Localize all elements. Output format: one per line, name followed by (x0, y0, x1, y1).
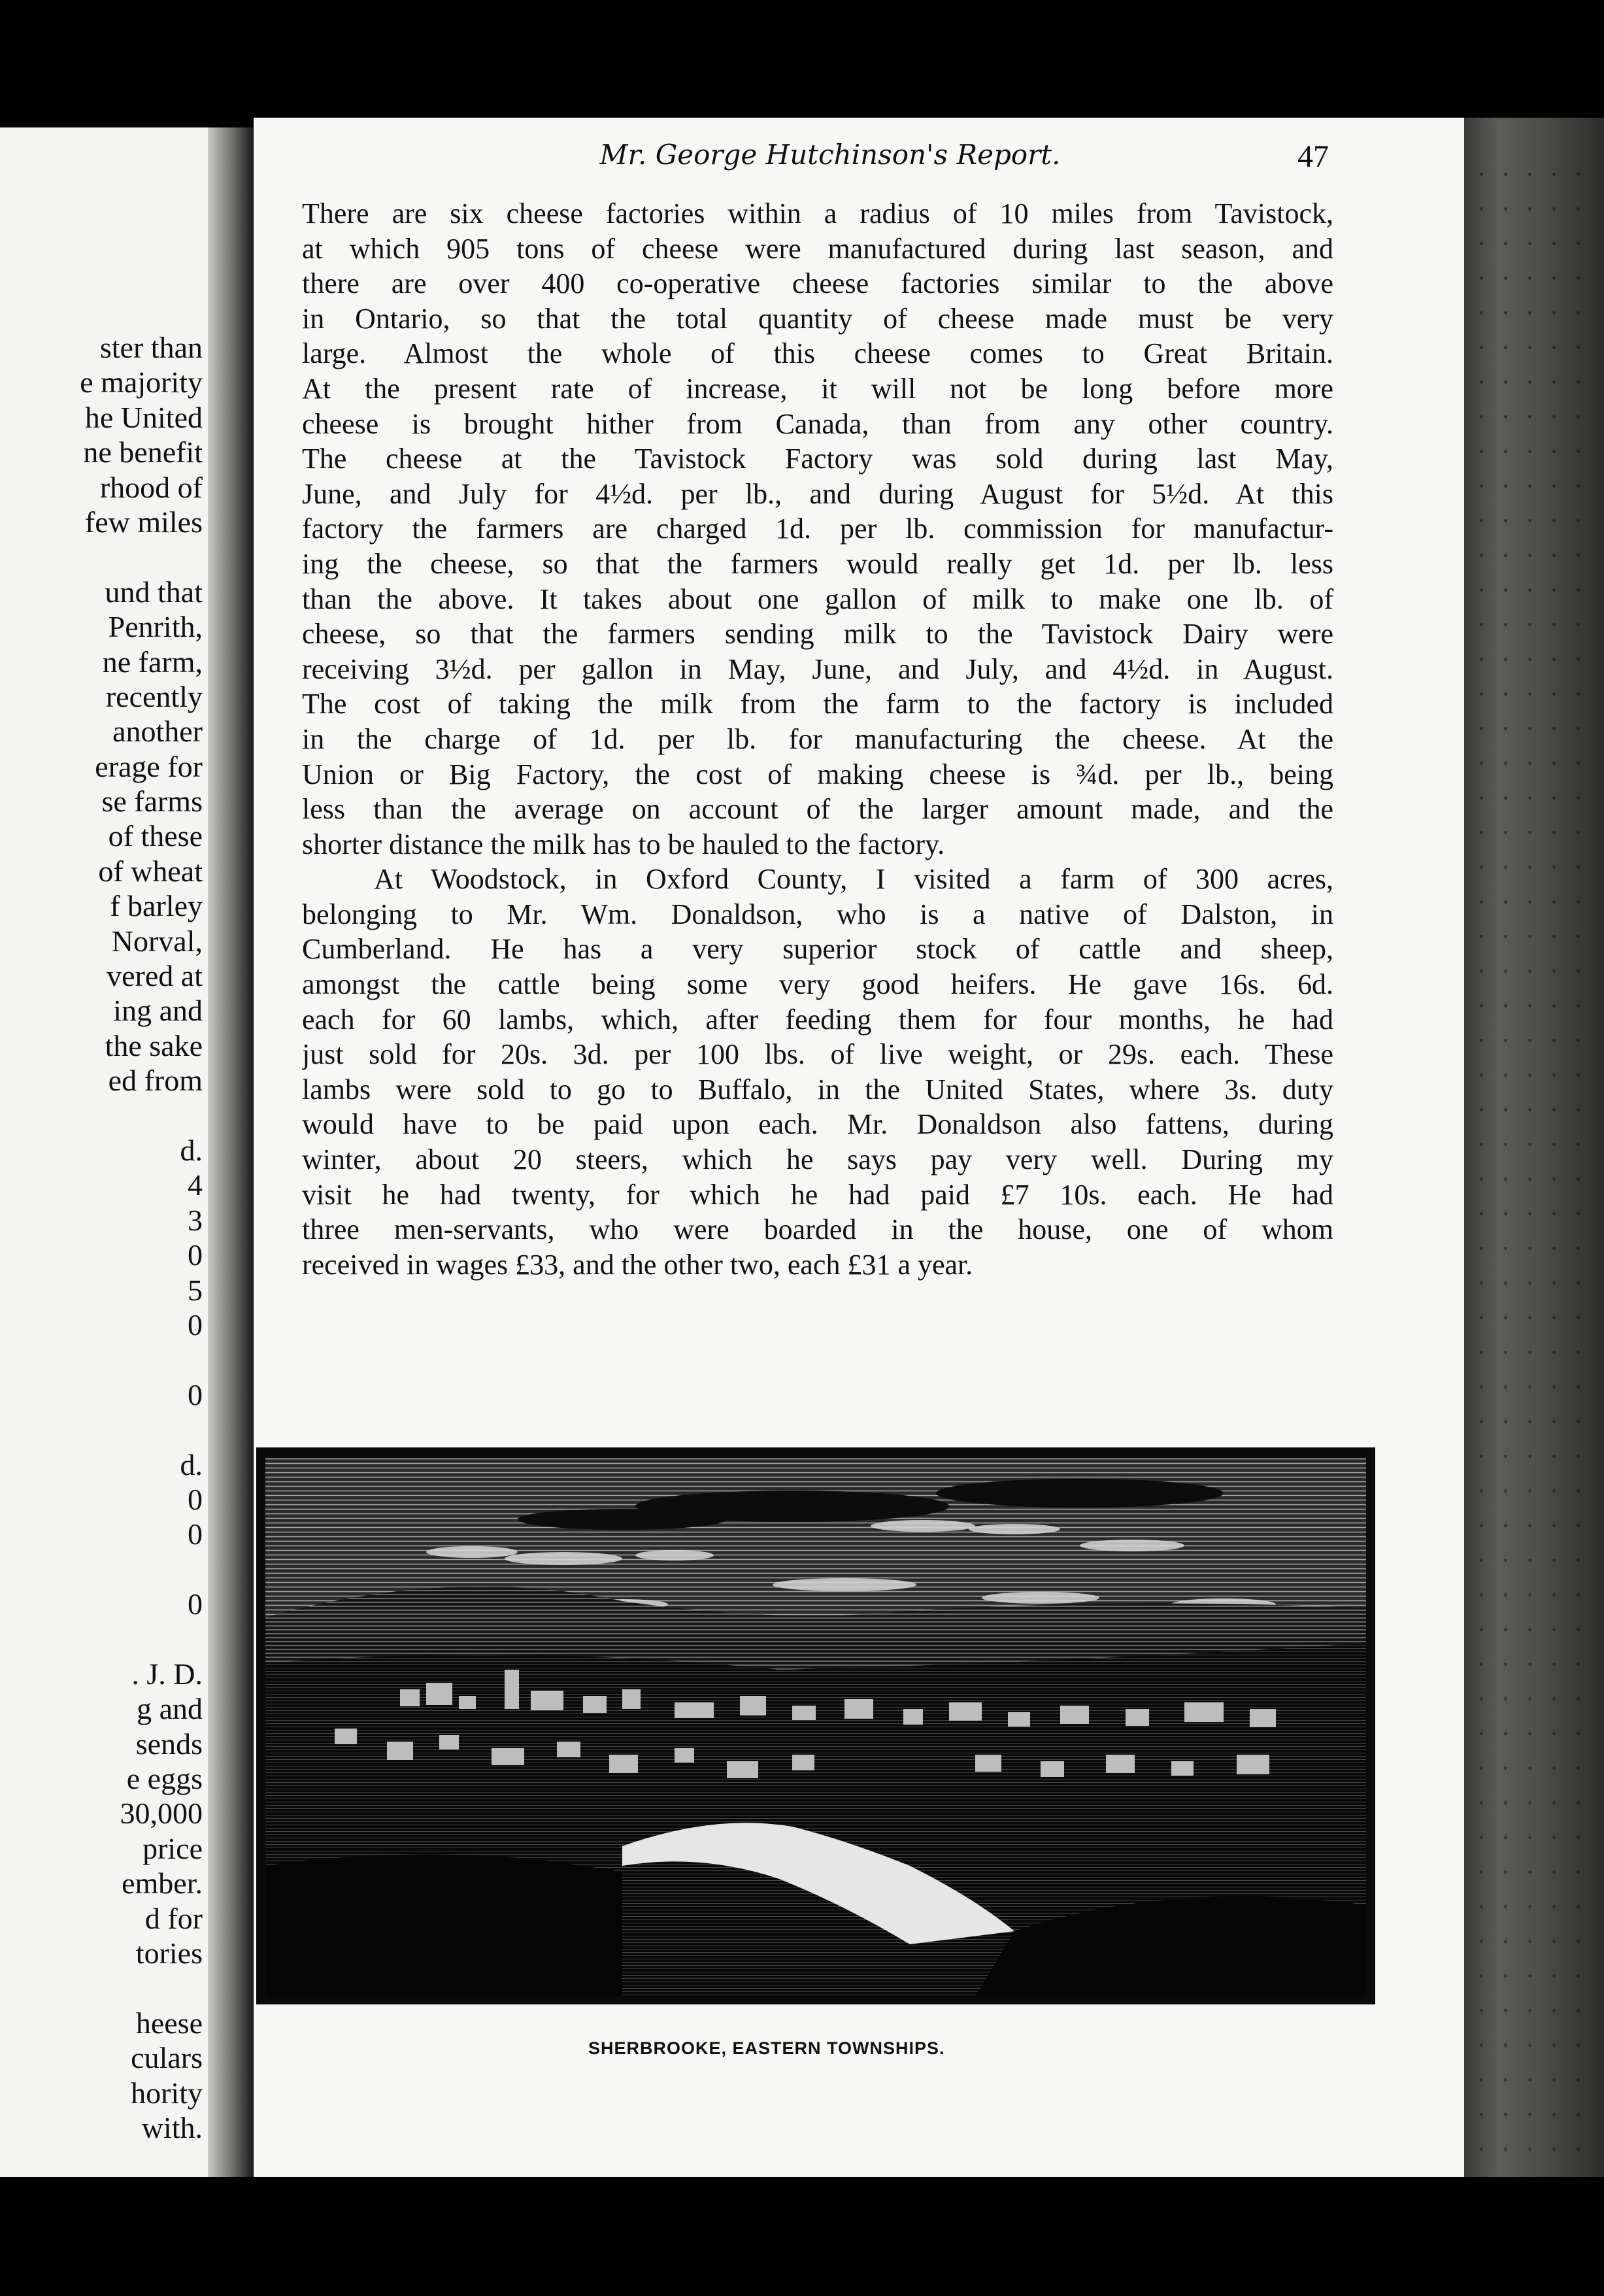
text-line: At Woodstock, in Oxford County, I visited a farm of 300 acres, (374, 863, 1333, 896)
left-page-line (0, 539, 203, 574)
left-page-line: d. (180, 1133, 203, 1167)
left-page-line: of wheat (98, 854, 203, 888)
text-line: cheese is brought hither from Canada, than from any other country. (302, 407, 1333, 440)
sherbrooke-engraving (256, 1447, 1375, 2004)
text-line: each for 60 lambs, which, after feeding them for four months, he had (302, 1003, 1333, 1036)
left-page-line (0, 1342, 203, 1377)
left-page-line (0, 1621, 203, 1656)
engraving-illustration (256, 1447, 1375, 2004)
left-page-line: heese (135, 2006, 203, 2040)
left-page-line: rhood of (99, 470, 203, 504)
left-page-line: he United (84, 400, 203, 434)
left-page-line: 3 (188, 1203, 203, 1237)
left-page-line: d. (180, 1447, 203, 1481)
running-head: Mr. George Hutchinson's Report. (599, 139, 1061, 171)
text-line: cheese, so that the farmers sending milk to the Tavistock Dairy were (302, 618, 1333, 650)
left-page-line: g and (137, 1692, 203, 1726)
text-line: The cost of taking the milk from the farm to the factory is included (302, 688, 1333, 720)
left-page-line: e eggs (126, 1762, 203, 1796)
left-page-line: price (142, 1831, 203, 1865)
left-page-line: 0 (188, 1587, 203, 1621)
left-page-line: 0 (188, 1377, 203, 1411)
left-page-line: 5 (188, 1273, 203, 1307)
left-page-line: another (112, 715, 203, 749)
text-line: there are over 400 co-operative cheese factories similar to the above (302, 267, 1333, 300)
left-page-line: Norval, (111, 924, 203, 958)
left-page-line: hority (131, 2076, 203, 2110)
text-line: in the charge of 1d. per lb. for manufacturing the cheese. At the (302, 722, 1333, 755)
text-line: belonging to Mr. Wm. Donaldson, who is a native of Dalston, in (302, 898, 1333, 930)
left-page-line: ster than (99, 331, 203, 364)
left-page-line: 0 (188, 1238, 203, 1272)
text-line: visit he had twenty, for which he had paid £7 10s. each. He had (302, 1178, 1333, 1211)
left-page-line: few miles (84, 505, 203, 539)
text-line: than the above. It takes about one gallon of milk to make one lb. of (302, 582, 1333, 615)
left-page-line: . J. D. (131, 1657, 203, 1691)
left-page-line: sends (135, 1727, 203, 1761)
text-line: ing the cheese, so that the farmers would really get 1d. per lb. less (302, 547, 1333, 580)
left-page-line: of these (108, 819, 203, 853)
right-edge-speckle (1469, 157, 1600, 2249)
paragraph-2 (302, 862, 1333, 1282)
left-page-line: ed from (108, 1064, 203, 1098)
text-line: less than the average on account of the larger amount made, and the (302, 793, 1333, 826)
text-line: shorter distance the milk has to be hauled to the factory. (302, 828, 945, 860)
left-page-line: ne benefit (83, 435, 203, 469)
page-number: 47 (1297, 139, 1329, 174)
text-line: factory the farmers are charged 1d. per lb. commission for manufactur- (302, 513, 1333, 545)
text-line: The cheese at the Tavistock Factory was sold during last May, (302, 443, 1333, 475)
paragraph-1 (302, 196, 1333, 862)
left-page-line: the sake (105, 1028, 203, 1062)
left-page-line (0, 1552, 203, 1587)
text-line: At the present rate of increase, it will not be long before more (302, 372, 1333, 405)
left-page-line: 30,000 (120, 1797, 203, 1831)
left-page-line: culars (131, 2041, 203, 2075)
engraving-caption: SHERBROOKE, EASTERN TOWNSHIPS. (588, 2038, 945, 2058)
text-line: received in wages £33, and the other two, each £31 a year. (302, 1248, 973, 1281)
left-page-line: tories (135, 1936, 203, 1970)
left-page-line: erage for (95, 749, 203, 783)
left-page-line: e majority (80, 365, 203, 399)
left-page-line: f barley (110, 889, 203, 923)
left-page-line (0, 1098, 203, 1133)
left-page-line: recently (105, 679, 203, 713)
text-line: just sold for 20s. 3d. per 100 lbs. of live weight, or 29s. each. These (302, 1038, 1333, 1071)
left-page-line (0, 1970, 203, 2005)
left-page-line: ember. (122, 1866, 203, 1900)
text-line: Cumberland. He has a very superior stock of cattle and sheep, (302, 933, 1333, 966)
left-page-line: 0 (188, 1482, 203, 1516)
body-text (302, 196, 1333, 1282)
text-line: June, and July for 4½d. per lb., and during August for 5½d. At this (302, 477, 1333, 510)
left-page-line: ne farm, (102, 645, 203, 679)
text-line: at which 905 tons of cheese were manufactured during last season, and (302, 232, 1333, 265)
book-gutter (208, 127, 255, 2203)
text-line: in Ontario, so that the total quantity of cheese made must be very (302, 302, 1333, 335)
left-page-line: se farms (101, 785, 203, 819)
left-page-line (0, 1412, 203, 1447)
text-line: amongst the cattle being some very good heifers. He gave 16s. 6d. (302, 968, 1333, 1001)
bottom-edge (0, 2177, 1604, 2296)
left-page-line: vered at (107, 959, 203, 993)
left-page-text (0, 330, 203, 2145)
left-page (0, 127, 208, 2203)
left-page-line: with. (141, 2110, 203, 2144)
text-line: three men-servants, who were boarded in the house, one of whom (302, 1213, 1333, 1246)
text-line: large. Almost the whole of this cheese comes to Great Britain. (302, 337, 1333, 370)
left-page-line: 0 (188, 1308, 203, 1342)
text-line: winter, about 20 steers, which he says pay very well. During my (302, 1143, 1333, 1176)
text-line: lambs were sold to go to Buffalo, in the United States, where 3s. duty (302, 1073, 1333, 1106)
left-page-line: ing and (113, 994, 203, 1028)
text-line: There are six cheese factories within a radius of 10 miles from Tavistock, (302, 197, 1333, 229)
text-line: Union or Big Factory, the cost of making cheese is ¾d. per lb., being (302, 758, 1333, 790)
left-page-line: 0 (188, 1517, 203, 1551)
left-page-line: Penrith, (108, 610, 203, 644)
left-page-line: 4 (188, 1168, 203, 1202)
left-page-line: d for (144, 1901, 203, 1935)
left-page-line: und that (105, 575, 203, 609)
text-line: would have to be paid upon each. Mr. Donaldson also fattens, during (302, 1108, 1333, 1141)
text-line: receiving 3½d. per gallon in May, June, and July, and 4½d. in August. (302, 652, 1333, 685)
